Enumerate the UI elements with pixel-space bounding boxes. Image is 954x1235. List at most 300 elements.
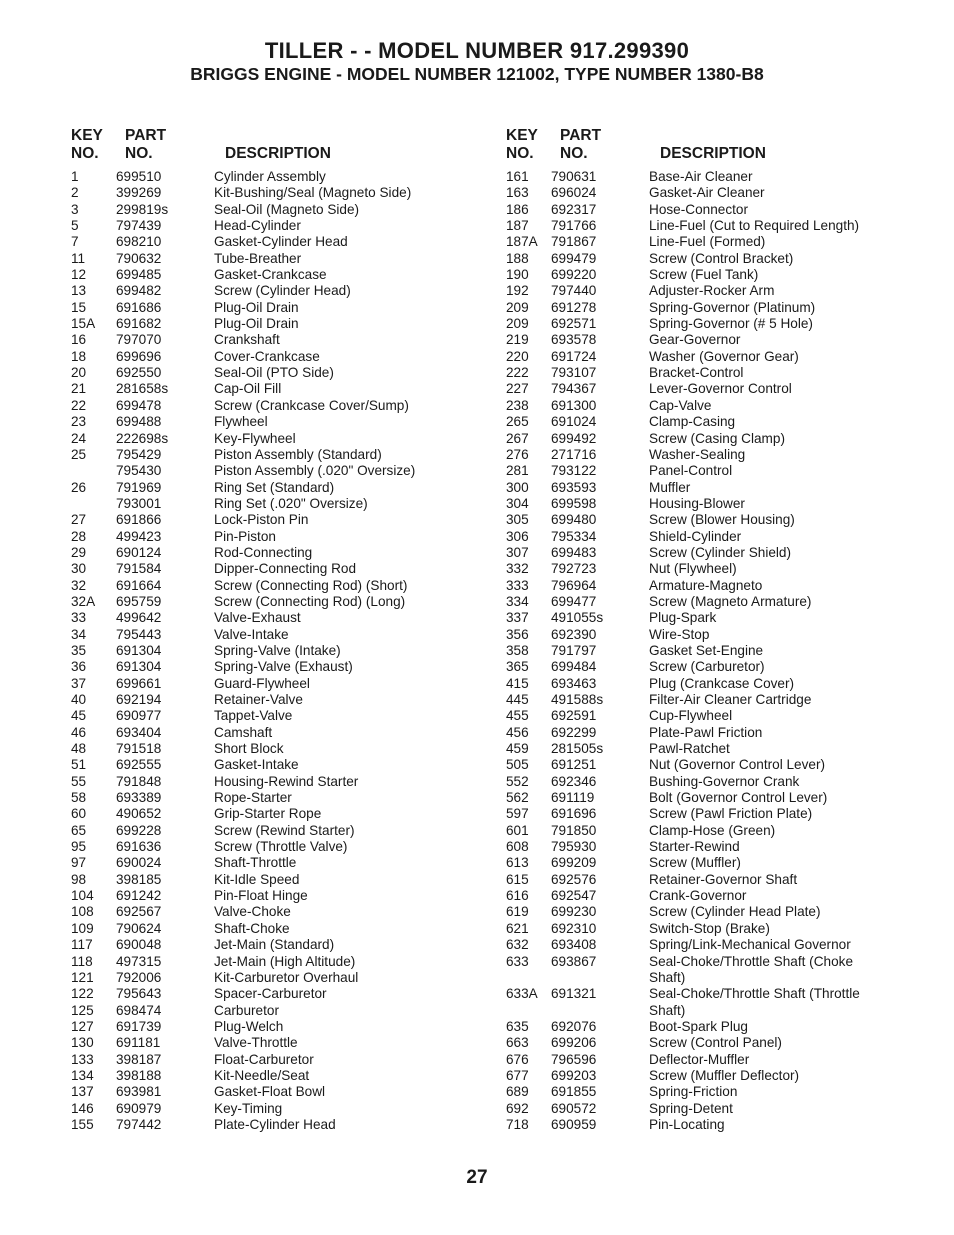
table-row (506, 234, 926, 250)
table-row (506, 365, 926, 381)
key-no: 37 (71, 675, 87, 691)
key-no: 304 (506, 495, 529, 511)
description: Spring-Friction (649, 1084, 738, 1100)
key-no: 28 (71, 528, 87, 544)
part-no: 693404 (116, 724, 162, 740)
description: Seal-Choke/Throttle Shaft (Choke (649, 953, 854, 969)
table-row (506, 202, 926, 218)
part-no: 692567 (116, 904, 162, 920)
table-row (71, 251, 471, 267)
key-no: 30 (71, 561, 87, 577)
key-no: 32 (71, 577, 87, 593)
table-row (506, 414, 926, 430)
table-row (506, 872, 926, 888)
part-no: 693389 (116, 790, 162, 806)
description: Spring-Valve (Exhaust) (214, 659, 353, 675)
description: Screw (Blower Housing) (649, 512, 795, 528)
part-no: 399269 (116, 185, 162, 201)
description: Spacer-Carburetor (214, 986, 327, 1002)
key-header-line1: KEY (506, 127, 538, 144)
key-no: 130 (71, 1035, 94, 1051)
table-row (71, 480, 471, 496)
description: Rod-Connecting (214, 544, 313, 560)
part-no: 690048 (116, 937, 162, 953)
table-row (506, 169, 926, 185)
part-no: 699661 (116, 675, 162, 691)
description: Cylinder Assembly (214, 169, 326, 184)
key-no: 24 (71, 430, 87, 446)
part-no: 693463 (551, 675, 597, 691)
key-no: 98 (71, 871, 87, 887)
description: Line-Fuel (Formed) (649, 234, 766, 250)
description: Valve-Exhaust (214, 610, 301, 626)
part-no: 699484 (551, 659, 597, 675)
table-row (506, 986, 926, 1002)
key-no: 415 (506, 675, 529, 691)
description: Plate-Cylinder Head (214, 1116, 336, 1132)
description: Grip-Starter Rope (214, 806, 322, 822)
part-header-line1: PART (125, 127, 167, 144)
table-row (71, 545, 471, 561)
table-row (506, 708, 926, 724)
table-row (506, 529, 926, 545)
description: Cover-Crankcase (214, 348, 320, 364)
key-no: 122 (71, 986, 94, 1002)
key-no: 677 (506, 1067, 529, 1083)
part-no: 699220 (551, 267, 597, 283)
description: Gasket-Cylinder Head (214, 234, 348, 250)
key-no: 718 (506, 1116, 529, 1132)
table-row (506, 267, 926, 283)
table-row (71, 300, 471, 316)
key-no: 238 (506, 397, 529, 413)
key-no: 445 (506, 692, 529, 707)
table-row (506, 316, 926, 332)
description: Piston Assembly (Standard) (214, 446, 382, 462)
key-no: 55 (71, 773, 87, 789)
part-no: 691251 (551, 757, 597, 773)
table-row (71, 970, 471, 986)
part-no: 791969 (116, 479, 162, 495)
key-no: 222 (506, 365, 529, 381)
part-no: 693593 (551, 479, 597, 495)
description: Cap-Valve (649, 397, 712, 413)
key-no: 192 (506, 283, 529, 299)
key-header-line2: NO. (506, 145, 534, 162)
table-row (506, 970, 926, 986)
key-no: 632 (506, 937, 529, 953)
table-row (71, 1019, 471, 1035)
part-no: 791867 (551, 234, 597, 250)
table-row (506, 431, 926, 447)
part-no: 797070 (116, 332, 162, 348)
part-no: 797439 (116, 218, 162, 234)
description: Switch-Stop (Brake) (649, 920, 770, 936)
description: Plug-Welch (214, 1018, 284, 1034)
part-no: 271716 (551, 446, 597, 462)
part-no: 691686 (116, 299, 162, 315)
key-no: 356 (506, 626, 529, 642)
description: Washer (Governor Gear) (649, 348, 799, 364)
key-no: 635 (506, 1018, 529, 1034)
page-number: 27 (466, 1167, 488, 1188)
description: Crankshaft (214, 332, 280, 348)
page-subtitle: BRIGGS ENGINE - MODEL NUMBER 121002, TYPE NUMBER 1380-B8 (190, 64, 764, 84)
table-row (506, 1019, 926, 1035)
description: Screw (Control Panel) (649, 1035, 782, 1051)
part-no: 699230 (551, 904, 597, 920)
table-row (71, 872, 471, 888)
part-no: 691278 (551, 299, 597, 315)
right-part-header (560, 127, 601, 163)
part-no: 691321 (551, 986, 597, 1002)
table-row (506, 480, 926, 496)
description: Shield-Cylinder (649, 528, 742, 544)
table-row (506, 561, 926, 577)
part-no: 690572 (551, 1100, 597, 1116)
part-no: 699479 (551, 250, 597, 266)
description: Rope-Starter (214, 790, 292, 806)
key-no: 1 (71, 169, 79, 184)
table-row (71, 561, 471, 577)
description: Piston Assembly (.020" Oversize) (214, 463, 416, 479)
description: Bolt (Governor Control Lever) (649, 790, 828, 806)
part-no: 793122 (551, 463, 597, 479)
part-no: 699598 (551, 495, 597, 511)
table-row (506, 1052, 926, 1068)
table-row (506, 643, 926, 659)
part-no: 398185 (116, 871, 162, 887)
table-row (506, 512, 926, 528)
part-header-line2: NO. (125, 145, 153, 162)
key-no: 209 (506, 299, 529, 315)
part-no: 791848 (116, 773, 162, 789)
description: Gear-Governor (649, 332, 741, 348)
key-no: 608 (506, 839, 529, 855)
description: Valve-Intake (214, 626, 289, 642)
key-no: 117 (71, 937, 93, 953)
key-header-line2: NO. (71, 145, 99, 162)
description: Crank-Governor (649, 888, 747, 904)
key-no: 692 (506, 1100, 529, 1116)
right-key-header (506, 127, 538, 163)
table-row (506, 1084, 926, 1100)
part-no: 791518 (116, 741, 162, 757)
key-no: 36 (71, 659, 87, 675)
description: Clamp-Hose (Green) (649, 822, 776, 838)
table-row (506, 349, 926, 365)
part-no: 699483 (551, 544, 597, 560)
part-no: 699482 (116, 283, 162, 299)
part-no: 690979 (116, 1100, 162, 1116)
table-row (506, 398, 926, 414)
key-no: 104 (71, 888, 94, 904)
part-no: 797440 (551, 283, 597, 299)
part-no: 691664 (116, 577, 162, 593)
table-row (71, 169, 471, 185)
description: Shaft) (649, 1002, 686, 1018)
key-no: 633A (506, 986, 538, 1002)
key-no: 265 (506, 414, 529, 430)
part-no: 490652 (116, 806, 162, 822)
table-row (506, 218, 926, 234)
part-no: 690124 (116, 544, 162, 560)
table-row (71, 921, 471, 937)
description: Plug-Oil Drain (214, 316, 299, 332)
key-no: 16 (71, 332, 87, 348)
key-no: 155 (71, 1116, 94, 1132)
key-no: 505 (506, 757, 529, 773)
key-no: 118 (71, 953, 93, 969)
table-row (506, 839, 926, 855)
table-row (71, 1117, 471, 1133)
description: Nut (Governor Control Lever) (649, 757, 826, 773)
part-no: 699510 (116, 169, 162, 184)
part-no: 794367 (551, 381, 597, 397)
table-row (71, 202, 471, 218)
table-row (71, 888, 471, 904)
key-no: 186 (506, 201, 529, 217)
key-no: 281 (506, 463, 529, 479)
description: Pin-Locating (649, 1116, 725, 1132)
table-row (71, 185, 471, 201)
key-no: 45 (71, 708, 87, 724)
key-no: 663 (506, 1035, 529, 1051)
table-row (71, 627, 471, 643)
table-row (506, 332, 926, 348)
table-row (506, 774, 926, 790)
table-row (71, 1052, 471, 1068)
part-no: 691724 (551, 348, 597, 364)
key-no: 227 (506, 381, 529, 397)
part-no: 692550 (116, 365, 162, 381)
description: Screw (Cylinder Head) (214, 283, 351, 299)
key-no: 562 (506, 790, 529, 806)
table-row (506, 757, 926, 773)
description: Pin-Piston (214, 528, 276, 544)
table-row (71, 1068, 471, 1084)
left-description-header: DESCRIPTION (225, 145, 331, 162)
description: Plug (Crankcase Cover) (649, 675, 795, 691)
part-no: 691300 (551, 397, 597, 413)
key-no: 27 (71, 512, 87, 528)
table-row (506, 447, 926, 463)
key-no: 615 (506, 871, 529, 887)
key-no: 20 (71, 365, 87, 381)
description: Jet-Main (Standard) (214, 937, 335, 953)
description: Screw (Fuel Tank) (649, 267, 759, 283)
key-no: 613 (506, 855, 529, 871)
table-row (71, 512, 471, 528)
part-no: 691636 (116, 839, 162, 855)
key-no: 332 (506, 561, 529, 577)
part-no: 691696 (551, 806, 597, 822)
table-row (506, 676, 926, 692)
description: Camshaft (214, 724, 273, 740)
table-row (71, 316, 471, 332)
description: Spring-Valve (Intake) (214, 642, 341, 658)
table-row (71, 381, 471, 397)
description: Gasket-Float Bowl (214, 1084, 326, 1100)
description: Spring/Link-Mechanical Governor (649, 937, 851, 953)
table-row (506, 904, 926, 920)
part-no: 692310 (551, 920, 597, 936)
key-no: 459 (506, 741, 529, 757)
table-row (71, 986, 471, 1002)
part-no: 692076 (551, 1018, 597, 1034)
table-row (71, 218, 471, 234)
part-no: 790631 (551, 169, 597, 184)
part-no: 699206 (551, 1035, 597, 1051)
page-title: TILLER - - MODEL NUMBER 917.299390 (264, 38, 690, 63)
key-no: 95 (71, 839, 87, 855)
key-no: 2 (71, 185, 79, 201)
table-row (506, 1003, 926, 1019)
description: Dipper-Connecting Rod (214, 561, 357, 577)
key-no: 163 (506, 185, 529, 201)
key-no: 333 (506, 577, 529, 593)
key-no: 25 (71, 446, 87, 462)
description: Guard-Flywheel (214, 675, 310, 691)
description: Key-Timing (214, 1100, 283, 1116)
key-no: 305 (506, 512, 529, 528)
description: Plug-Oil Drain (214, 299, 299, 315)
description: Armature-Magneto (649, 577, 763, 593)
table-row (506, 283, 926, 299)
key-no: 29 (71, 544, 87, 560)
table-row (71, 332, 471, 348)
table-row (506, 300, 926, 316)
description: Gasket Set-Engine (649, 642, 764, 658)
table-row (506, 692, 926, 708)
table-row (506, 578, 926, 594)
part-no: 699209 (551, 855, 597, 871)
table-row (71, 1084, 471, 1100)
description: Jet-Main (High Altitude) (214, 953, 356, 969)
description: Retainer-Valve (214, 692, 303, 707)
part-no: 795443 (116, 626, 162, 642)
part-no: 690024 (116, 855, 162, 871)
key-no: 337 (506, 610, 529, 626)
description: Short Block (214, 741, 284, 757)
table-row (506, 545, 926, 561)
key-no: 334 (506, 593, 529, 609)
key-no: 188 (506, 250, 529, 266)
description: Base-Air Cleaner (649, 169, 753, 184)
part-no: 691242 (116, 888, 162, 904)
part-no: 791766 (551, 218, 597, 234)
key-no: 32A (71, 593, 96, 609)
part-no: 692571 (551, 316, 597, 332)
description: Clamp-Casing (649, 414, 736, 430)
key-no: 46 (71, 724, 87, 740)
key-no: 35 (71, 642, 87, 658)
part-no: 796964 (551, 577, 597, 593)
description: Pin-Float Hinge (214, 888, 308, 904)
description: Tube-Breather (214, 250, 302, 266)
key-no: 121 (71, 969, 94, 985)
key-no: 7 (71, 234, 79, 250)
key-no: 601 (506, 822, 529, 838)
key-no: 137 (71, 1084, 94, 1100)
key-no: 34 (71, 626, 87, 642)
part-header-line1: PART (560, 127, 602, 144)
key-no: 306 (506, 528, 529, 544)
description: Seal-Oil (Magneto Side) (214, 201, 360, 217)
part-no: 691119 (551, 790, 595, 806)
key-no: 552 (506, 773, 529, 789)
part-no: 692547 (551, 888, 597, 904)
table-row (71, 904, 471, 920)
description: Cup-Flywheel (649, 708, 733, 724)
key-no: 689 (506, 1084, 529, 1100)
part-no: 699480 (551, 512, 597, 528)
description: Screw (Cylinder Head Plate) (649, 904, 821, 920)
description: Shaft-Choke (214, 920, 290, 936)
table-row (506, 627, 926, 643)
part-no: 691739 (116, 1018, 162, 1034)
key-no: 267 (506, 430, 529, 446)
description: Spring-Detent (649, 1100, 733, 1116)
description: Valve-Throttle (214, 1035, 298, 1051)
table-row (506, 463, 926, 479)
description: Shaft-Throttle (214, 855, 297, 871)
key-no: 109 (71, 920, 94, 936)
part-no: 797442 (116, 1116, 162, 1132)
key-no: 127 (71, 1018, 94, 1034)
part-no: 281505s (551, 741, 604, 757)
part-no: 691682 (116, 316, 162, 332)
description: Tappet-Valve (214, 708, 293, 724)
description: Screw (Magneto Armature) (649, 593, 812, 609)
table-row (71, 610, 471, 626)
description: Float-Carburetor (214, 1051, 314, 1067)
description: Starter-Rewind (649, 839, 740, 855)
part-no: 792723 (551, 561, 597, 577)
part-no: 693981 (116, 1084, 162, 1100)
part-no: 793001 (116, 495, 162, 511)
key-no: 125 (71, 1002, 94, 1018)
key-no: 5 (71, 218, 79, 234)
table-row (71, 692, 471, 708)
key-no: 23 (71, 414, 87, 430)
description: Filter-Air Cleaner Cartridge (649, 692, 812, 707)
table-row (506, 251, 926, 267)
description: Screw (Casing Clamp) (649, 430, 785, 446)
description: Kit-Bushing/Seal (Magneto Side) (214, 185, 412, 201)
part-no: 692555 (116, 757, 162, 773)
key-header-line1: KEY (71, 127, 103, 144)
table-row (506, 937, 926, 953)
key-no: 300 (506, 479, 529, 495)
part-no: 499423 (116, 528, 162, 544)
table-row (506, 741, 926, 757)
table-row (506, 185, 926, 201)
part-no: 699477 (551, 593, 597, 609)
description: Kit-Idle Speed (214, 871, 300, 887)
table-row (71, 431, 471, 447)
description: Carburetor (214, 1002, 279, 1018)
key-no: 621 (506, 920, 529, 936)
table-row (506, 888, 926, 904)
table-row (71, 267, 471, 283)
key-no: 33 (71, 610, 87, 626)
part-no: 691304 (116, 659, 162, 675)
part-no: 222698s (116, 430, 169, 446)
key-no: 133 (71, 1051, 94, 1067)
part-no: 795930 (551, 839, 597, 855)
key-no: 619 (506, 904, 529, 920)
